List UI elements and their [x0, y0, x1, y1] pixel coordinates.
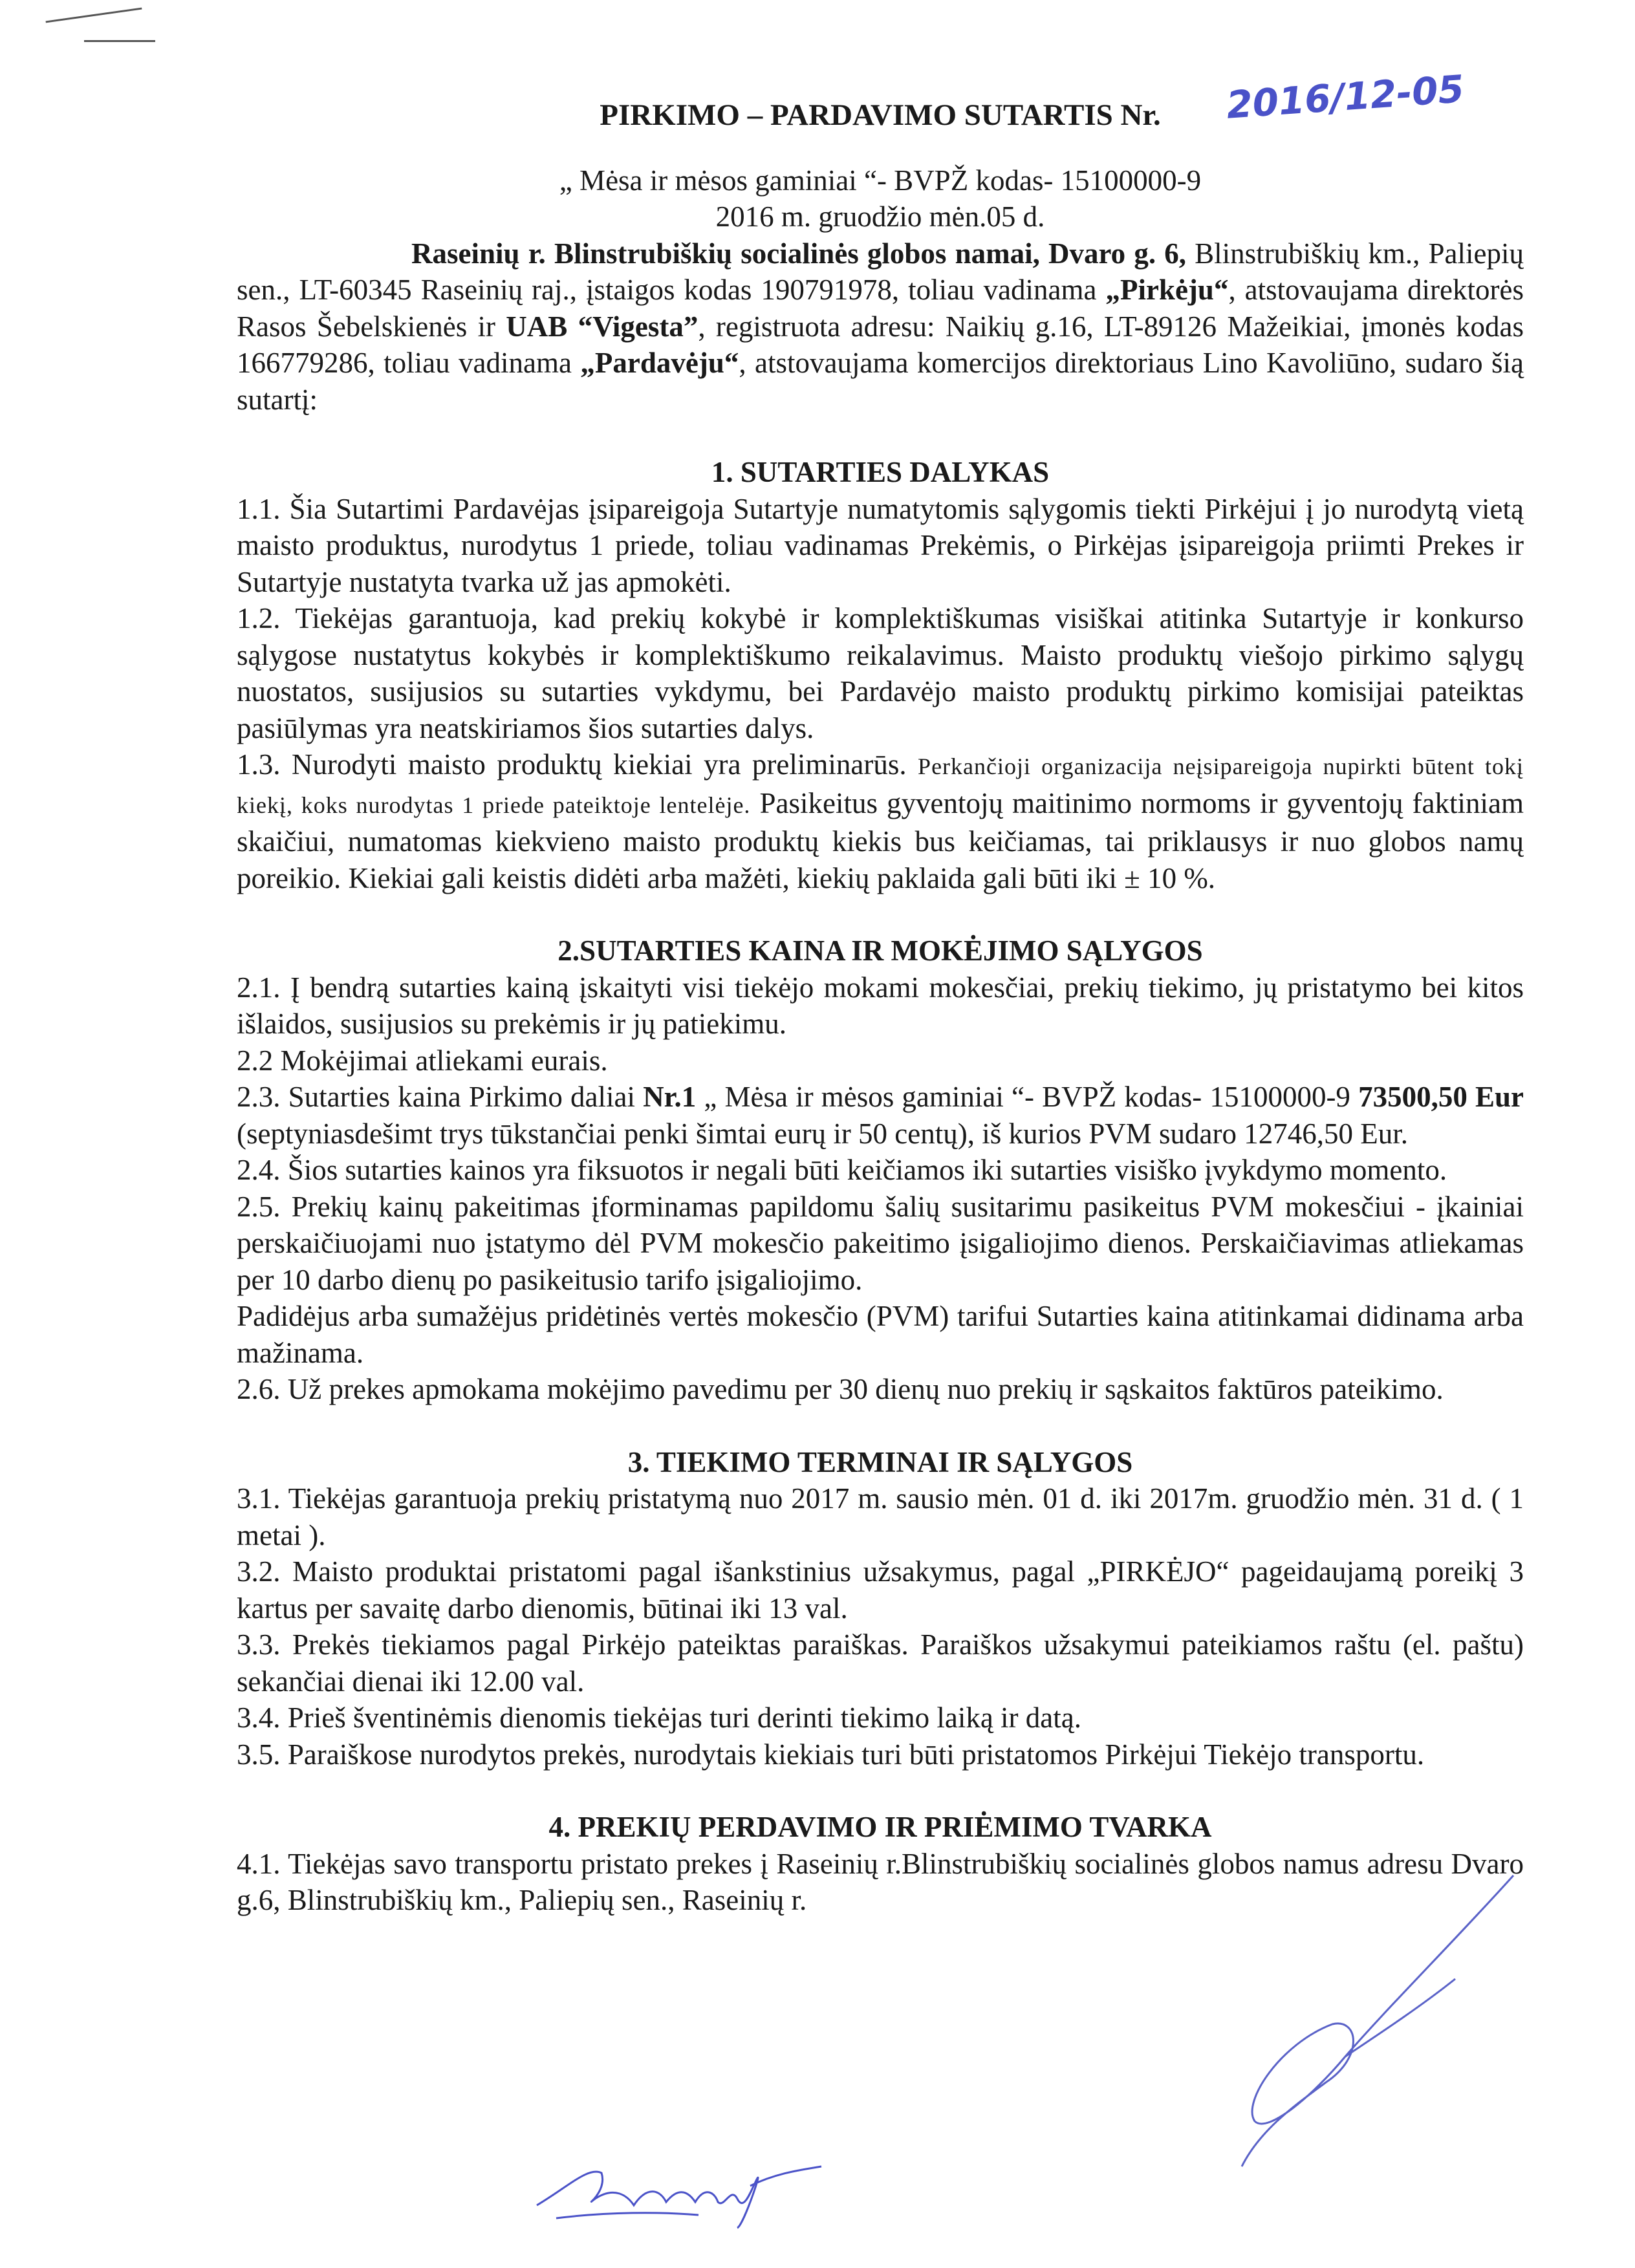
clause-2-3: [237, 1079, 1524, 1152]
seller-alias: „Pardavėju“: [580, 347, 739, 379]
clause-4-1: 4.1. Tiekėjas savo transportu pristato prekes į Raseinių r.Blinstrubiškių socialinės globos namus adresu Dvaro g.6, Blinstrubiškių km., Paliepių sen., Raseinių r.: [237, 1847, 1524, 1916]
lot-number: Nr.1: [643, 1081, 697, 1113]
seller-name: UAB “Vigesta”: [506, 310, 698, 343]
clause-3-3: 3.3. Prekės tiekiamos pagal Pirkėjo pateiktas paraiškas. Paraiškos užsakymui pateikiamos raštu (el. paštu) sekančiai dienai iki 12.00 val.: [237, 1628, 1524, 1698]
parties-text: , registruota adresu: Naikių g.16, LT-89126 Mažeikiai, įmonės kodas 166779286, toliau vadinama: [237, 310, 1524, 379]
clause-text: (septyniasdešimt trys tūkstančiai penki šimtai eurų ir 50 centų), iš kurios PVM sudaro 12746,50 Eur.: [237, 1117, 1409, 1150]
clause-2-2: 2.2 Mokėjimai atliekami eurais.: [237, 1044, 608, 1077]
scan-artifact-line: [84, 40, 155, 42]
signature-bottom: [530, 2147, 828, 2231]
clause-text: 2.3. Sutarties kaina Pirkimo daliai: [237, 1081, 644, 1113]
clause-2-4: 2.4. Šios sutarties kainos yra fiksuotos ir negali būti keičiamos iki sutarties visiško įvykdymo momento.: [237, 1154, 1447, 1186]
clause-3-1: 3.1. Tiekėjas garantuoja prekių pristatymą nuo 2017 m. sausio mėn. 01 d. iki 2017m. gruodžio mėn. 31 d. ( 1 metai ).: [237, 1482, 1524, 1551]
subject-line: „ Mėsa ir mėsos gaminiai “- BVPŽ kodas- 15100000-9: [559, 164, 1202, 197]
section-heading-2: 2.SUTARTIES KAINA IR MOKĖJIMO SĄLYGOS: [558, 934, 1203, 967]
buyer-alias: „Pirkėju“: [1105, 274, 1229, 306]
contract-date: 2016 m. gruodžio mėn.05 d.: [715, 200, 1045, 233]
clause-2-5-cont: Padidėjus arba sumažėjus pridėtinės vertės mokesčio (PVM) tarifui Sutarties kaina atitinkamai didinama arba mažinama.: [237, 1300, 1524, 1369]
clause-3-5: 3.5. Paraiškose nurodytos prekės, nurodytais kiekiais turi būti pristatomos Pirkėjui Tiekėjo transportu.: [237, 1738, 1425, 1771]
clause-text: 1.3. Nurodyti maisto produktų kiekiai yra preliminarūs.: [237, 748, 918, 781]
section-heading-3: 3. TIEKIMO TERMINAI IR SĄLYGOS: [627, 1445, 1133, 1478]
clause-1-2: 1.2. Tiekėjas garantuoja, kad prekių kokybė ir komplektiškumas visiškai atitinka Sutartyje ir konkurso sąlygose nustatytus kokybės ir komplektiškumo reikalavimus. Maisto produktų viešojo pirkimo sąlygų nuostatos, susijusios su sutarties vykdymu, bei Pardavėjo maisto produktų pirkimo komisijai pateiktas pasiūlymas yra neatskiriamos šios sutarties dalys.: [237, 602, 1524, 744]
section-heading-1: 1. SUTARTIES DALYKAS: [711, 456, 1050, 488]
clause-2-5: 2.5. Prekių kainų pakeitimas įforminamas papildomu šalių susitarimu pasikeitus PVM mokesčiui - įkainiai perskaičiuojami nuo įstatymo dėl PVM mokesčio pakeitimo įsigaliojimo dienos. Perskaičiavimas atliekamas per 10 darbo dienų po pasikeitusio tarifo įsigaliojimo.: [237, 1190, 1524, 1296]
clause-1-3: [237, 746, 1524, 896]
title-text: PIRKIMO – PARDAVIMO SUTARTIS Nr.: [600, 98, 1161, 132]
parties-text: Blinstrubiškių km., Paliepių sen., LT-60345 Raseinių raj., įstaigos kodas 190791978, toliau vadinama: [237, 237, 1524, 306]
parties-text: , atstovaujama direktorės Rasos Šebelskienės ir: [237, 274, 1524, 343]
parties-text: , atstovaujama komercijos direktoriaus Lino Kavoliūno, sudaro šią sutartį:: [237, 347, 1524, 416]
clause-text: „ Mėsa ir mėsos gaminiai “- BVPŽ kodas- 15100000-9: [696, 1081, 1359, 1113]
scan-artifact-line: [46, 8, 142, 23]
parties-paragraph: [237, 235, 1524, 418]
clause-2-6: 2.6. Už prekes apmokama mokėjimo pavedimu per 30 dienų nuo prekių ir sąskaitos faktūros pateikimo.: [237, 1373, 1444, 1405]
clause-2-1: 2.1. Į bendrą sutarties kainą įskaityti visi tiekėjo mokami mokesčiai, prekių tiekimo, jų pristatymo bei kitos išlaidos, susijusios su prekėmis ir jų patiekimu.: [237, 971, 1524, 1040]
signature-right: [1151, 1863, 1552, 2199]
contract-document: [237, 67, 1524, 1919]
clause-text: Pasikeitus gyventojų maitinimo normoms ir gyventojų faktiniam skaičiui, numatomas kiekvieno maisto produktų kiekis bus keičiamas, tai priklausys ir nuo globos namų poreikio. Kiekiai gali keistis didėti arba mažėti, kiekių paklaida gali būti iki ± 10 %.: [237, 786, 1524, 894]
section-heading-4: 4. PREKIŲ PERDAVIMO IR PRIĖMIMO TVARKA: [548, 1811, 1212, 1843]
clause-3-2: 3.2. Maisto produktai pristatomi pagal išankstinius užsakymus, pagal „PIRKĖJO“ pageidaujamą poreikį 3 kartus per savaitę darbo dienomis, būtinai iki 13 val.: [237, 1555, 1524, 1625]
clause-3-4: 3.4. Prieš šventinėmis dienomis tiekėjas turi derinti tiekimo laiką ir datą.: [237, 1701, 1081, 1734]
clause-small-text: Perkančioji organizacija neįsipareigoja nupirkti būtent tokį kiekį, koks nurodytas 1 priede pateiktoje lentelėje.: [237, 753, 1524, 818]
clause-1-1: 1.1. Šia Sutartimi Pardavėjas įsipareigoja Sutartyje numatytomis sąlygomis tiekti Pirkėjui į jo nurodytą vietą maisto produktus, nurodytus 1 priede, toliau vadinamas Prekėmis, o Pirkėjas įsipareigoja priimti Prekes ir Sutartyje nustatyta tvarka už jas apmokėti.: [237, 492, 1524, 598]
buyer-name: Raseinių r. Blinstrubiškių socialinės globos namai, Dvaro g. 6,: [411, 237, 1186, 270]
contract-price: 73500,50 Eur: [1358, 1081, 1524, 1113]
handwritten-contract-number: 2016/12-05: [1225, 67, 1466, 127]
document-title: [237, 67, 1524, 134]
